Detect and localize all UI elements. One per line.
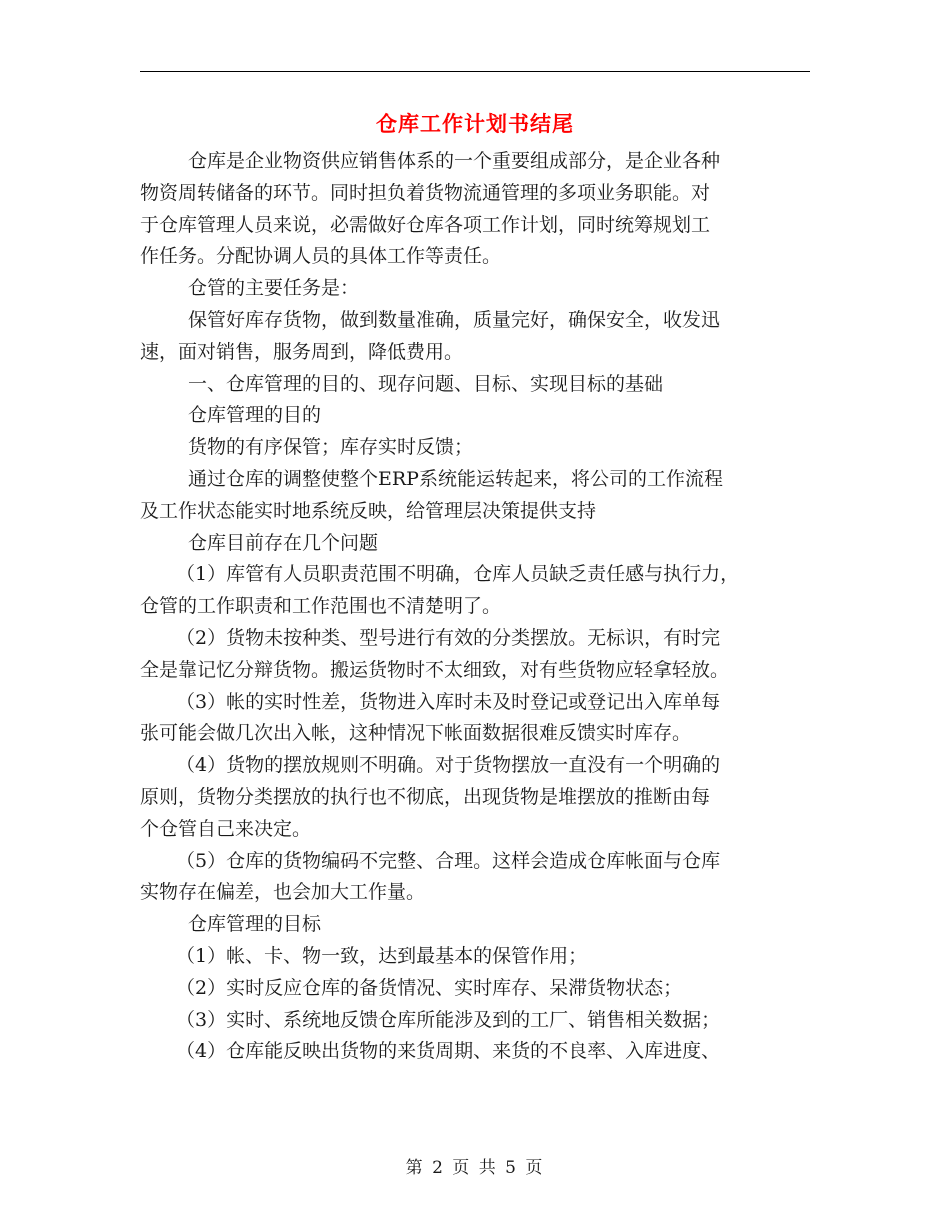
text-line: 仓库管理的目的 <box>188 404 322 427</box>
text-line: 于仓库管理人员来说，必需做好仓库各项工作计划，同时统筹规划工 <box>140 213 711 236</box>
text-line: （3）实时、系统地反馈仓库所能涉及到的工厂、销售相关数据； <box>176 1008 721 1031</box>
text-line: 张可能会做几次出入帐，这种情况下帐面数据很难反馈实时库存。 <box>140 722 692 745</box>
text-line: 仓库是企业物资供应销售体系的一个重要组成部分，是企业各种 <box>188 150 721 172</box>
text-line: （2）货物未按种类、型号进行有效的分类摆放。无标识，有时完 <box>176 626 721 649</box>
text-line: 仓库目前存在几个问题 <box>188 531 379 554</box>
text-line: （4）货物的摆放规则不明确。对于货物摆放一直没有一个明确的 <box>176 754 721 777</box>
text-line: 保管好库存货物，做到数量准确，质量完好，确保安全，收发迅 <box>188 308 721 331</box>
page-title: 仓库工作计划书结尾 <box>376 111 574 136</box>
page-footer: 第 2 页 共 5 页 <box>405 1158 545 1178</box>
header-rule <box>140 71 810 72</box>
text-line: 个仓管自己来决定。 <box>140 817 312 840</box>
text-line: 仓管的主要任务是： <box>188 277 360 300</box>
text-line: 一、仓库管理的目的、现存问题、目标、实现目标的基础 <box>188 372 664 395</box>
text-line: （1）帐、卡、物一致，达到最基本的保管作用； <box>176 944 588 967</box>
text-line: 作任务。分配协调人员的具体工作等责任。 <box>140 245 502 268</box>
text-line: 仓库管理的目标 <box>188 913 322 936</box>
text-line: （4）仓库能反映出货物的来货周期、来货的不良率、入库进度、 <box>176 1040 721 1063</box>
text-line: 通过仓库的调整使整个ERP系统能运转起来，将公司的工作流程 <box>188 467 723 490</box>
text-line: 速，面对销售，服务周到，降低费用。 <box>140 340 464 363</box>
text-line: （2）实时反应仓库的备货情况、实时库存、呆滞货物状态； <box>176 976 683 999</box>
text-line: （1）库管有人员职责范围不明确，仓库人员缺乏责任感与执行力， <box>176 563 740 586</box>
text-line: 货物的有序保管；库存实时反馈； <box>188 436 474 459</box>
text-line: 全是靠记忆分辩货物。搬运货物时不太细致，对有些货物应轻拿轻放。 <box>140 658 730 681</box>
text-line: 及工作状态能实时地系统反映，给管理层决策提供支持 <box>140 499 597 522</box>
text-line: 实物存在偏差，也会加大工作量。 <box>140 881 426 904</box>
text-line: （5）仓库的货物编码不完整、合理。这样会造成仓库帐面与仓库 <box>176 849 721 872</box>
text-line: 物资周转储备的环节。同时担负着货物流通管理的多项业务职能。对 <box>140 181 711 204</box>
text-line: （3）帐的实时性差，货物进入库时未及时登记或登记出入库单每 <box>176 690 721 713</box>
document-body <box>140 146 818 1068</box>
text-line: 仓管的工作职责和工作范围也不清楚明了。 <box>140 595 502 618</box>
text-line: 原则，货物分类摆放的执行也不彻底，出现货物是堆摆放的推断由每 <box>140 785 711 808</box>
